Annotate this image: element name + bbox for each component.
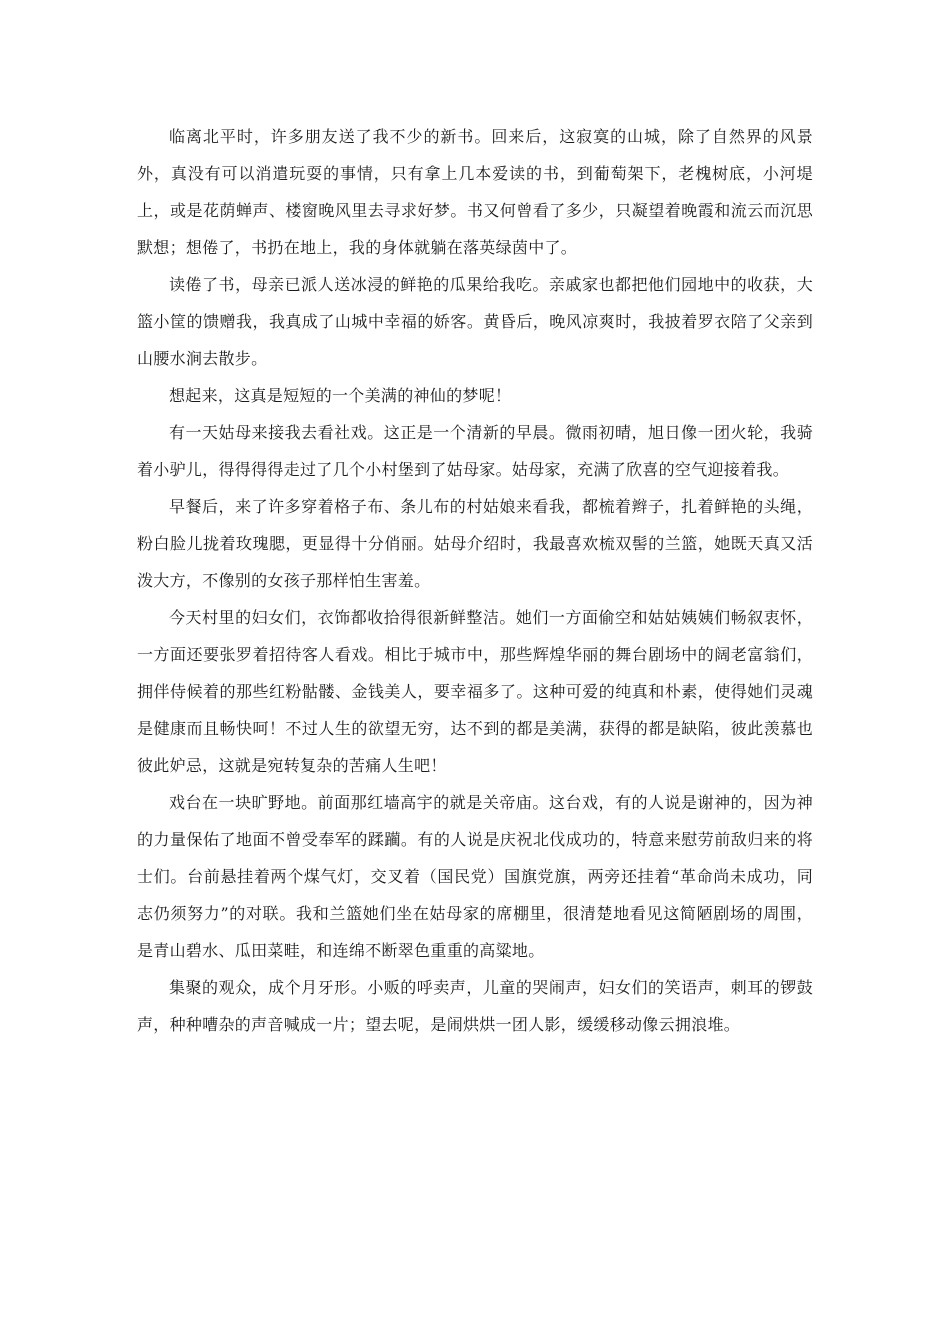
paragraph-7: 戏台在一块旷野地。前面那红墙高宇的就是关帝庙。这台戏，有的人说是谢神的，因为神的力量保佑了地面不曾受奉军的蹂躏。有的人说是庆祝北伐成功的，特意来慰劳前敌归来的将士们。台前悬挂着两个煤气灯，交叉着（国民党）国旗党旗，两旁还挂着“革命尚未成功，同志仍须努力”的对联。我和兰篮她们坐在姑母家的席棚里，很清楚地看见这简陋剧场的周围，是青山碧水、瓜田菜畦，和连绵不断翠色重重的高粱地。 [137,793,813,960]
paragraph-5: 早餐后，来了许多穿着格子布、条儿布的村姑娘来看我，都梳着辫子，扎着鲜艳的头绳，粉白脸儿拢着玫瑰腮，更显得十分俏丽。姑母介绍时，我最喜欢梳双髻的兰篮，她既天真又活泼大方，不像别的女孩子那样怕生害羞。 [137,497,813,590]
paragraph-4: 有一天姑母来接我去看社戏。这正是一个清新的早晨。微雨初晴，旭日像一团火轮，我骑着小驴儿，得得得得走过了几个小村堡到了姑母家。姑母家，充满了欣喜的空气迎接着我。 [137,423,813,479]
article-body [137,118,813,1043]
paragraph-6: 今天村里的妇女们，衣饰都收拾得很新鲜整洁。她们一方面偷空和姑姑姨姨们畅叙衷怀，一方面还要张罗着招待客人看戏。相比于城市中，那些辉煌华丽的舞台剧场中的阔老富翁们，拥伴侍候着的那些红粉骷髅、金钱美人，要幸福多了。这种可爱的纯真和朴素，使得她们灵魂是健康而且畅快呵！不过人生的欲望无穷，达不到的都是美满，获得的都是缺陷，彼此羡慕也彼此妒忌，这就是宛转复杂的苦痛人生吧！ [137,608,813,775]
paragraph-3: 想起来，这真是短短的一个美满的神仙的梦呢！ [169,386,512,405]
paragraph-8: 集聚的观众，成个月牙形。小贩的呼卖声，儿童的哭闹声，妇女们的笑语声，刺耳的锣鼓声，种种嘈杂的声音喊成一片；望去呢，是闹烘烘一团人影，缓缓移动像云拥浪堆。 [137,978,813,1034]
paragraph-2: 读倦了书，母亲已派人送冰浸的鲜艳的瓜果给我吃。亲戚家也都把他们园地中的收获，大篮小筐的馈赠我，我真成了山城中幸福的娇客。黄昏后，晚风凉爽时，我披着罗衣陪了父亲到山腰水涧去散步。 [137,275,813,368]
paragraph-1: 临离北平时，许多朋友送了我不少的新书。回来后，这寂寞的山城，除了自然界的风景外，真没有可以消遣玩耍的事情，只有拿上几本爱读的书，到葡萄架下，老槐树底，小河堤上，或是花荫蝉声、楼窗晚风里去寻求好梦。书又何曾看了多少，只凝望着晚霞和流云而沉思默想；想倦了，书扔在地上，我的身体就躺在落英绿茵中了。 [137,127,813,257]
